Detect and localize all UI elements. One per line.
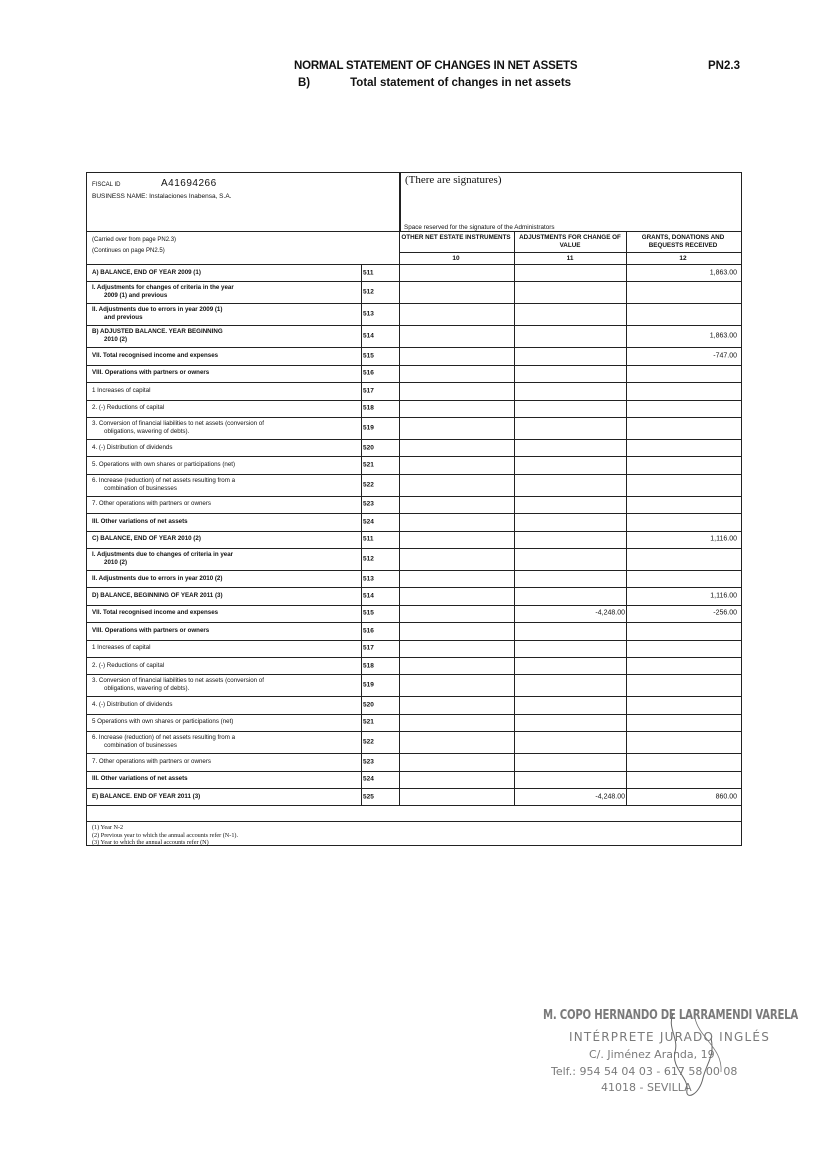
statement-row [87, 753, 741, 770]
row-label-line2: obligations, wavering of debts). [104, 685, 190, 693]
row-divider [87, 531, 741, 532]
cell-grants: -747.00 [713, 352, 737, 360]
statement-row [87, 674, 741, 696]
row-code: 514 [363, 592, 374, 600]
statement-row [87, 548, 741, 570]
row-divider [87, 417, 741, 418]
footnote-2: (2) Previous year to which the annual accounts refer (N-1). [92, 831, 239, 839]
row-code: 512 [363, 288, 374, 296]
statement-row [87, 731, 741, 753]
row-label [92, 775, 357, 783]
cell-adjustments: -4,248.00 [595, 609, 625, 617]
notes-divider [87, 821, 741, 822]
row-label-line2: 2010 (2) [104, 559, 128, 566]
statement-row [87, 605, 741, 622]
row-divider [87, 570, 741, 571]
row-divider [87, 587, 741, 588]
row-label-line1: I. Adjustments due to changes of criteria in year [92, 551, 234, 558]
row-code: 517 [363, 644, 374, 652]
cell-grants: 1,863.00 [709, 332, 737, 340]
signature-space-label: Space reserved for the signature of the Administrators [404, 224, 555, 231]
column-divider [626, 231, 627, 805]
row-label-line1: 3. Conversion of financial liabilities to net assets (conversion of [92, 420, 264, 427]
row-label-line1: 7. Other operations with partners or owners [92, 500, 211, 508]
company-id-box [87, 173, 401, 231]
row-code: 518 [363, 662, 374, 670]
fiscal-id-value: A41694266 [161, 178, 217, 189]
row-label-line1: C) BALANCE, END OF YEAR 2010 (2) [92, 535, 201, 543]
row-divider [87, 382, 741, 383]
row-label [92, 793, 357, 801]
row-label-line1: D) BALANCE, BEGINNING OF YEAR 2011 (3) [92, 592, 223, 600]
row-label-line1: B) ADJUSTED BALANCE. YEAR BEGINNING [92, 328, 223, 336]
row-label [92, 718, 357, 726]
row-label-line2: 2010 (2) [104, 336, 128, 344]
cell-grants: 1,116.00 [710, 535, 737, 543]
row-label [92, 701, 357, 709]
row-label [92, 535, 357, 543]
statement-row [87, 303, 741, 325]
row-divider [87, 622, 741, 623]
row-label [92, 444, 357, 452]
row-label-line1: II. Adjustments due to errors in year 2010 (2) [92, 574, 223, 582]
row-label-line1: I. Adjustments for changes of criteria in the year [92, 284, 234, 292]
row-label-line1: 7. Other operations with partners or owners [92, 757, 211, 765]
row-divider [87, 513, 741, 514]
column-divider [514, 231, 515, 805]
carried-over-note: (Carried over from page PN2.3) [92, 237, 177, 243]
row-label-line1: 1 Increases of capital [92, 386, 151, 394]
footnotes [92, 824, 238, 847]
col-num-divider [399, 252, 741, 253]
row-code: 511 [363, 269, 374, 277]
statement-row [87, 587, 741, 604]
row-divider [87, 365, 741, 366]
row-label [92, 500, 357, 508]
row-label-line1: II. Adjustments due to errors in year 2009 (1) [92, 306, 223, 314]
cell-grants: 1,863.00 [709, 269, 737, 277]
row-label-line1: VII. Total recognised income and expenses [92, 352, 219, 360]
row-label [92, 269, 357, 277]
row-code: 518 [363, 404, 374, 412]
statement-row [87, 456, 741, 473]
row-divider [87, 548, 741, 549]
row-code: 520 [363, 444, 374, 452]
row-code: 524 [363, 775, 374, 783]
row-code: 521 [363, 718, 374, 726]
col-num-12: 12 [679, 255, 687, 262]
row-label [92, 677, 357, 693]
row-label-line1: 4. (-) Distribution of dividends [92, 443, 173, 451]
row-label-line2: combination of businesses [104, 484, 177, 492]
statement-row [87, 382, 741, 399]
header-divider [87, 231, 741, 232]
signature-scribble [603, 1008, 753, 1108]
stamp-city: 41018 - SEVILLA [601, 1081, 692, 1094]
row-code: 520 [363, 701, 374, 709]
row-label [92, 609, 357, 617]
row-label [92, 306, 357, 322]
row-divider [87, 347, 741, 348]
row-divider [87, 753, 741, 754]
statement-row [87, 496, 741, 513]
row-label [92, 734, 357, 750]
statement-row [87, 325, 741, 347]
row-divider [87, 731, 741, 732]
statement-row [87, 531, 741, 548]
section-letter: B) [298, 77, 311, 89]
row-label-line1: 5. Operations with own shares or participations (net) [92, 461, 236, 469]
row-label [92, 592, 357, 600]
cell-grants: -256.00 [713, 609, 737, 617]
row-label [92, 369, 357, 377]
row-label-line1: E) BALANCE. END OF YEAR 2011 (3) [92, 792, 201, 800]
row-code: 523 [363, 758, 374, 766]
row-divider [87, 496, 741, 497]
row-label [92, 662, 357, 670]
col-header-grants: GRANTS, DONATIONS AND BEQUESTS RECEIVED [641, 234, 725, 249]
statement-row [87, 417, 741, 439]
row-divider [87, 264, 741, 265]
row-code: 513 [363, 575, 374, 583]
statement-row [87, 788, 741, 805]
row-divider [87, 657, 741, 658]
statement-table [86, 172, 742, 846]
business-name [92, 193, 231, 200]
statement-row [87, 513, 741, 530]
row-code: 512 [363, 555, 374, 563]
cell-grants: 1,116.00 [710, 592, 737, 600]
statement-row [87, 622, 741, 639]
stamp-address: C/. Jiménez Aranda, 19 [589, 1048, 715, 1061]
row-code: 519 [363, 424, 374, 432]
row-divider [87, 439, 741, 440]
row-divider [87, 714, 741, 715]
row-label [92, 518, 357, 526]
row-code: 515 [363, 352, 374, 360]
col-header-adjustments: ADJUSTMENTS FOR CHANGE OF VALUE [519, 234, 621, 249]
row-divider [87, 605, 741, 606]
row-label-line2: combination of businesses [104, 742, 177, 750]
row-label-line2: 2009 (1) and previous [104, 292, 168, 300]
row-divider [87, 788, 741, 789]
row-code: 511 [363, 535, 374, 543]
row-label-line1: 2. (-) Reductions of capital [92, 404, 165, 412]
section-subtitle: Total statement of changes in net assets [350, 77, 572, 89]
row-label-line1: 5 Operations with own shares or participations (net) [92, 718, 234, 726]
row-label-line1: 2. (-) Reductions of capital [92, 661, 165, 669]
row-code: 524 [363, 518, 374, 526]
row-code: 522 [363, 738, 374, 746]
business-name-label: BUSINESS NAME: [92, 193, 148, 200]
cell-grants: 860.00 [715, 793, 737, 801]
statement-row [87, 570, 741, 587]
row-divider [87, 281, 741, 282]
statement-row [87, 696, 741, 713]
row-divider [87, 771, 741, 772]
continues-note: (Continues on page PN2.5) [92, 248, 165, 254]
col-num-11: 11 [566, 255, 574, 262]
statement-row [87, 439, 741, 456]
row-divider [87, 640, 741, 641]
row-divider [87, 456, 741, 457]
form-code: PN2.3 [708, 60, 740, 72]
translator-stamp [543, 1008, 798, 1108]
row-label [92, 477, 357, 493]
row-label-line1: VII. Total recognised income and expenses [92, 609, 219, 617]
row-label [92, 551, 357, 567]
statement-row [87, 474, 741, 496]
row-label [92, 758, 357, 766]
row-label [92, 328, 357, 344]
row-label-line1: VIII. Operations with partners or owners [92, 369, 210, 377]
statement-row [87, 264, 741, 281]
section-heading [298, 77, 571, 89]
row-code: 513 [363, 310, 374, 318]
stamp-phone: Telf.: 954 54 04 03 - 617 58 00 08 [551, 1065, 738, 1078]
signatures-note: (There are signatures) [405, 174, 502, 186]
statement-row [87, 714, 741, 731]
stamp-title: INTÉRPRETE JURADO INGLÉS [569, 1030, 771, 1044]
row-label-line2: obligations, wavering of debts). [104, 428, 190, 435]
statement-row [87, 365, 741, 382]
footnote-1: (1) Year N-2 [92, 824, 124, 832]
table-bottom-line [87, 805, 741, 806]
row-label [92, 404, 357, 412]
stamp-name: M. COPO HERNANDO DE LARRAMENDI VARELA [543, 1008, 798, 1023]
row-label-line1: A) BALANCE, END OF YEAR 2009 (1) [92, 268, 201, 276]
statement-row [87, 657, 741, 674]
statement-row [87, 771, 741, 788]
row-divider [87, 400, 741, 401]
statement-row [87, 400, 741, 417]
business-name-value: Instalaciones Inabensa, S.A. [149, 193, 232, 200]
col-header-other-instruments: OTHER NET ESTATE INSTRUMENTS [401, 234, 511, 241]
row-code: 523 [363, 500, 374, 508]
row-code: 519 [363, 681, 374, 689]
row-label [92, 352, 357, 360]
statement-row [87, 640, 741, 657]
statement-row [87, 281, 741, 303]
row-label-line2: and previous [104, 314, 143, 322]
row-label [92, 284, 357, 300]
column-divider [361, 264, 362, 805]
row-label [92, 420, 357, 436]
col-num-10: 10 [452, 255, 460, 262]
row-code: 516 [363, 369, 374, 377]
row-code: 521 [363, 461, 374, 469]
fiscal-id-label: FISCAL ID [92, 182, 121, 188]
row-code: 517 [363, 387, 374, 395]
row-label [92, 575, 357, 583]
row-label [92, 644, 357, 652]
row-divider [87, 325, 741, 326]
row-divider [87, 303, 741, 304]
cell-adjustments: -4,248.00 [595, 793, 625, 801]
column-divider [399, 173, 400, 805]
row-label-line1: 1 Increases of capital [92, 644, 151, 652]
row-code: 516 [363, 627, 374, 635]
statement-row [87, 347, 741, 364]
row-label-line1: 3. Conversion of financial liabilities to net assets (conversion of [92, 677, 264, 685]
row-code: 525 [363, 793, 374, 801]
footnote-3: (3) Year to which the annual accounts refer (N) [92, 839, 209, 847]
page-title: NORMAL STATEMENT OF CHANGES IN NET ASSETS [294, 60, 578, 72]
row-label-line1: 6. Increase (reduction) of net assets resulting from a [92, 476, 236, 484]
row-label-line1: 6. Increase (reduction) of net assets resulting from a [92, 734, 236, 742]
row-divider [87, 696, 741, 697]
row-label [92, 461, 357, 469]
row-divider [87, 474, 741, 475]
row-code: 514 [363, 332, 374, 340]
row-label [92, 627, 357, 635]
row-label-line1: III. Other variations of net assets [92, 775, 188, 783]
row-label [92, 387, 357, 395]
row-code: 522 [363, 481, 374, 489]
row-label-line1: III. Other variations of net assets [92, 517, 188, 525]
row-label-line1: 4. (-) Distribution of dividends [92, 701, 173, 709]
row-divider [87, 674, 741, 675]
row-code: 515 [363, 609, 374, 617]
row-label-line1: VIII. Operations with partners or owners [92, 626, 210, 634]
